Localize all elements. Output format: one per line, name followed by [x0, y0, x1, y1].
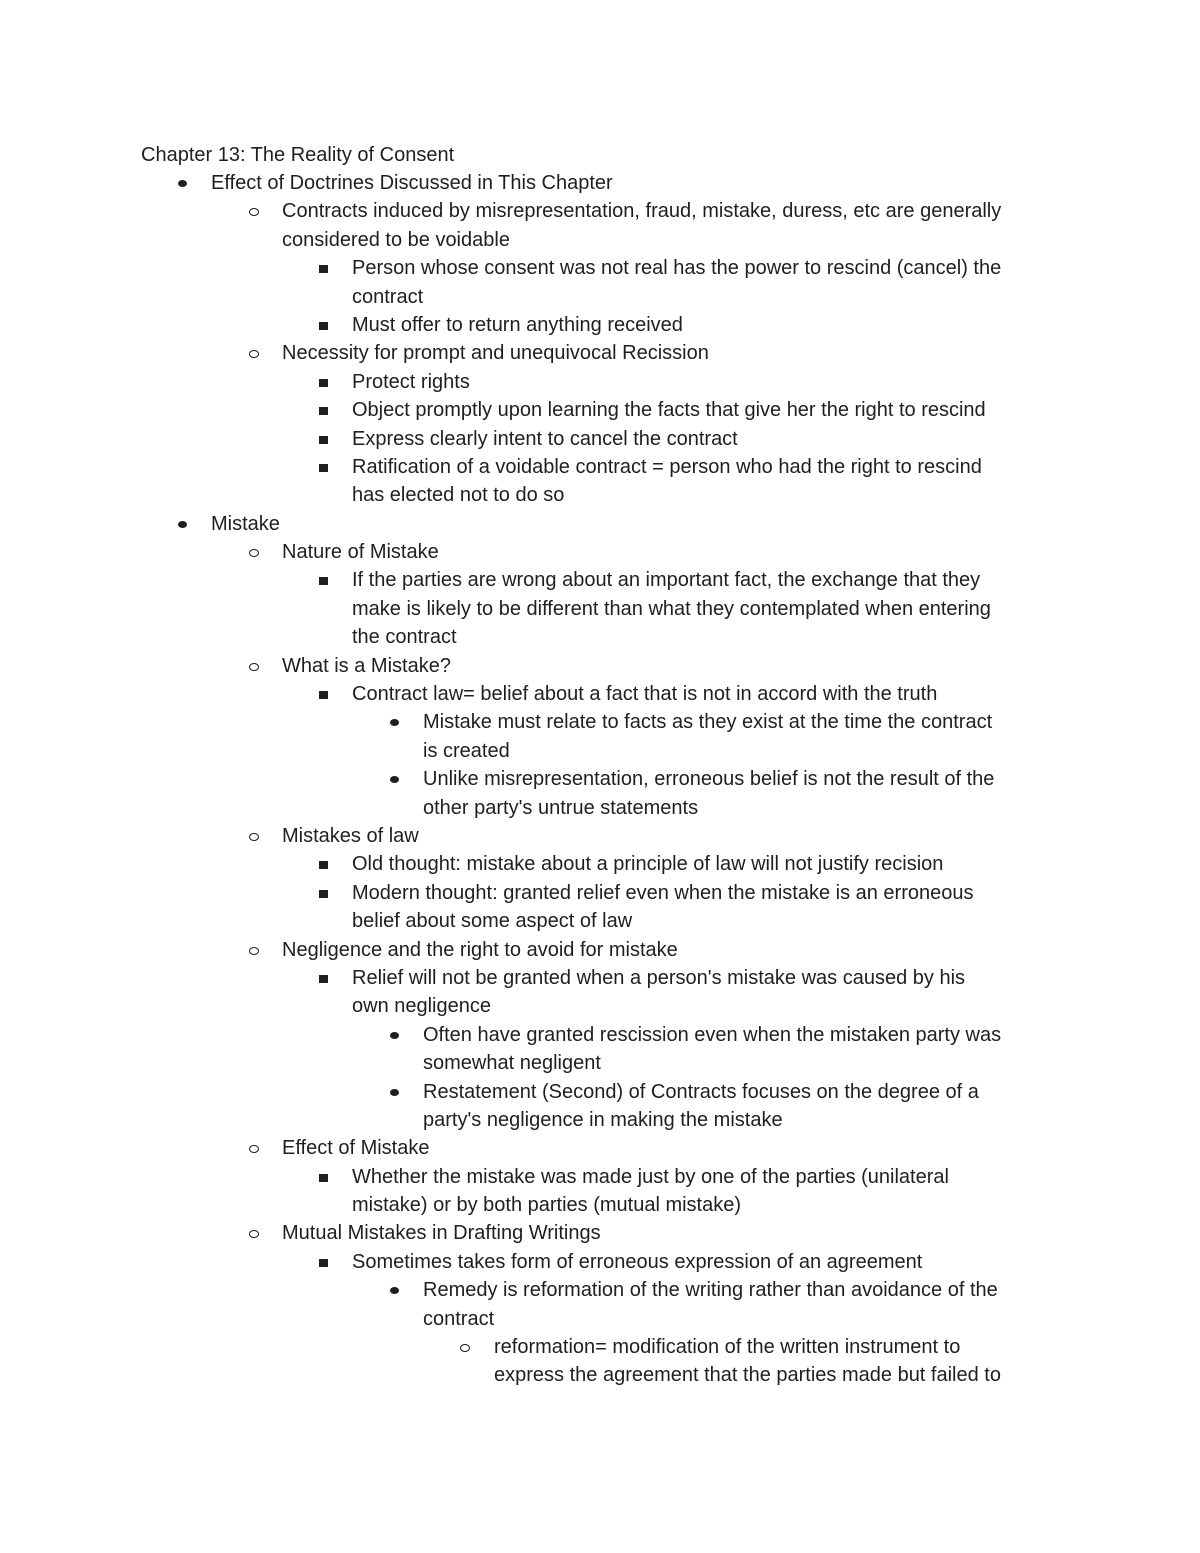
list-item	[0, 822, 1200, 850]
list-item-text: Nature of Mistake	[282, 541, 439, 564]
list-item	[0, 879, 1200, 907]
list-item	[0, 538, 1200, 566]
list-item-continuation	[0, 1305, 1200, 1333]
list-item-text: Express clearly intent to cancel the contract	[352, 427, 738, 450]
list-item	[0, 1248, 1200, 1276]
list-item	[0, 652, 1200, 680]
list-item-text: Mistakes of law	[282, 824, 419, 847]
list-item-continuation	[0, 1361, 1200, 1389]
list-item	[0, 680, 1200, 708]
list-item	[0, 197, 1200, 225]
list-item-text: If the parties are wrong about an important fact, the exchange that they	[352, 569, 981, 592]
list-item-text: make is likely to be different than what they contemplated when entering	[352, 597, 991, 620]
list-item	[0, 169, 1200, 197]
page-title: Chapter 13: The Reality of Consent	[141, 144, 455, 166]
list-item-text: Sometimes takes form of erroneous expression of an agreement	[352, 1250, 923, 1273]
list-item-text: somewhat negligent	[423, 1052, 601, 1075]
list-item-continuation	[0, 623, 1200, 651]
list-item	[0, 1163, 1200, 1191]
list-item-continuation	[0, 283, 1200, 311]
list-item	[0, 936, 1200, 964]
list-item-text: Protect rights	[352, 370, 470, 393]
list-item-continuation	[0, 481, 1200, 509]
list-item-text: What is a Mistake?	[282, 654, 451, 677]
list-item-text: Mistake	[211, 512, 280, 535]
list-item-text: belief about some aspect of law	[352, 910, 633, 933]
list-item	[0, 1134, 1200, 1162]
list-item-continuation	[0, 1106, 1200, 1134]
list-item-text: Person whose consent was not real has the power to rescind (cancel) the	[352, 257, 1002, 280]
list-item-text: Mistake must relate to facts as they exist at the time the contract	[423, 711, 993, 734]
list-item	[0, 850, 1200, 878]
list-item-text: Modern thought: granted relief even when the mistake is an erroneous	[352, 881, 974, 904]
list-item-text: mistake) or by both parties (mutual mistake)	[352, 1194, 742, 1217]
list-item-continuation	[0, 737, 1200, 765]
list-item-text: Contract law= belief about a fact that is not in accord with the truth	[352, 683, 938, 706]
list-item-text: Mutual Mistakes in Drafting Writings	[282, 1222, 601, 1245]
list-item-continuation	[0, 595, 1200, 623]
list-item-text: Effect of Mistake	[282, 1137, 430, 1160]
list-item-text: considered to be voidable	[282, 228, 510, 251]
list-item-continuation	[0, 1191, 1200, 1219]
list-item-text: Ratification of a voidable contract = person who had the right to rescind	[352, 455, 982, 478]
list-item-text: Restatement (Second) of Contracts focuses on the degree of a	[423, 1080, 979, 1103]
list-item-text: Whether the mistake was made just by one of the parties (unilateral	[352, 1165, 949, 1188]
list-item-text: other party's untrue statements	[423, 796, 699, 819]
list-item-text: Must offer to return anything received	[352, 313, 683, 336]
list-item-continuation	[0, 794, 1200, 822]
list-item	[0, 1078, 1200, 1106]
list-item-text: Remedy is reformation of the writing rather than avoidance of the	[423, 1279, 998, 1302]
list-item	[0, 311, 1200, 339]
list-item	[0, 1333, 1200, 1361]
list-item	[0, 1021, 1200, 1049]
list-item-text: contract	[352, 285, 424, 308]
list-item-text: Relief will not be granted when a person's mistake was caused by his	[352, 966, 966, 989]
list-item-text: Often have granted rescission even when the mistaken party was	[423, 1023, 1002, 1046]
list-item-text: is created	[423, 739, 510, 762]
bullet-outline	[0, 169, 1200, 1390]
list-item-continuation	[0, 907, 1200, 935]
list-item	[0, 254, 1200, 282]
list-item	[0, 765, 1200, 793]
list-item	[0, 1276, 1200, 1304]
list-item	[0, 964, 1200, 992]
list-item-text: Effect of Doctrines Discussed in This Chapter	[211, 172, 613, 194]
list-item	[0, 339, 1200, 367]
list-item	[0, 396, 1200, 424]
list-item-text: contract	[423, 1307, 495, 1330]
list-item-text: Unlike misrepresentation, erroneous belief is not the result of the	[423, 768, 995, 791]
list-item	[0, 510, 1200, 538]
list-item-text: reformation= modification of the written instrument to	[494, 1336, 961, 1359]
list-item	[0, 1219, 1200, 1247]
list-item-text: Contracts induced by misrepresentation, fraud, mistake, duress, etc are generally	[282, 200, 1002, 223]
list-item-continuation	[0, 226, 1200, 254]
list-item	[0, 368, 1200, 396]
list-item	[0, 566, 1200, 594]
list-item-continuation	[0, 1049, 1200, 1077]
list-item-text: own negligence	[352, 995, 491, 1018]
list-item	[0, 425, 1200, 453]
list-item-text: has elected not to do so	[352, 484, 565, 507]
list-item-text: party's negligence in making the mistake	[423, 1108, 783, 1131]
list-item-text: Negligence and the right to avoid for mistake	[282, 938, 678, 961]
list-item-text: the contract	[352, 626, 457, 649]
list-item-text: Necessity for prompt and unequivocal Recission	[282, 342, 709, 365]
list-item-continuation	[0, 992, 1200, 1020]
list-item	[0, 453, 1200, 481]
list-item-text: Old thought: mistake about a principle of law will not justify recision	[352, 853, 944, 876]
list-item	[0, 708, 1200, 736]
list-item-text: express the agreement that the parties made but failed to	[494, 1364, 1001, 1387]
list-item-text: Object promptly upon learning the facts that give her the right to rescind	[352, 399, 986, 422]
